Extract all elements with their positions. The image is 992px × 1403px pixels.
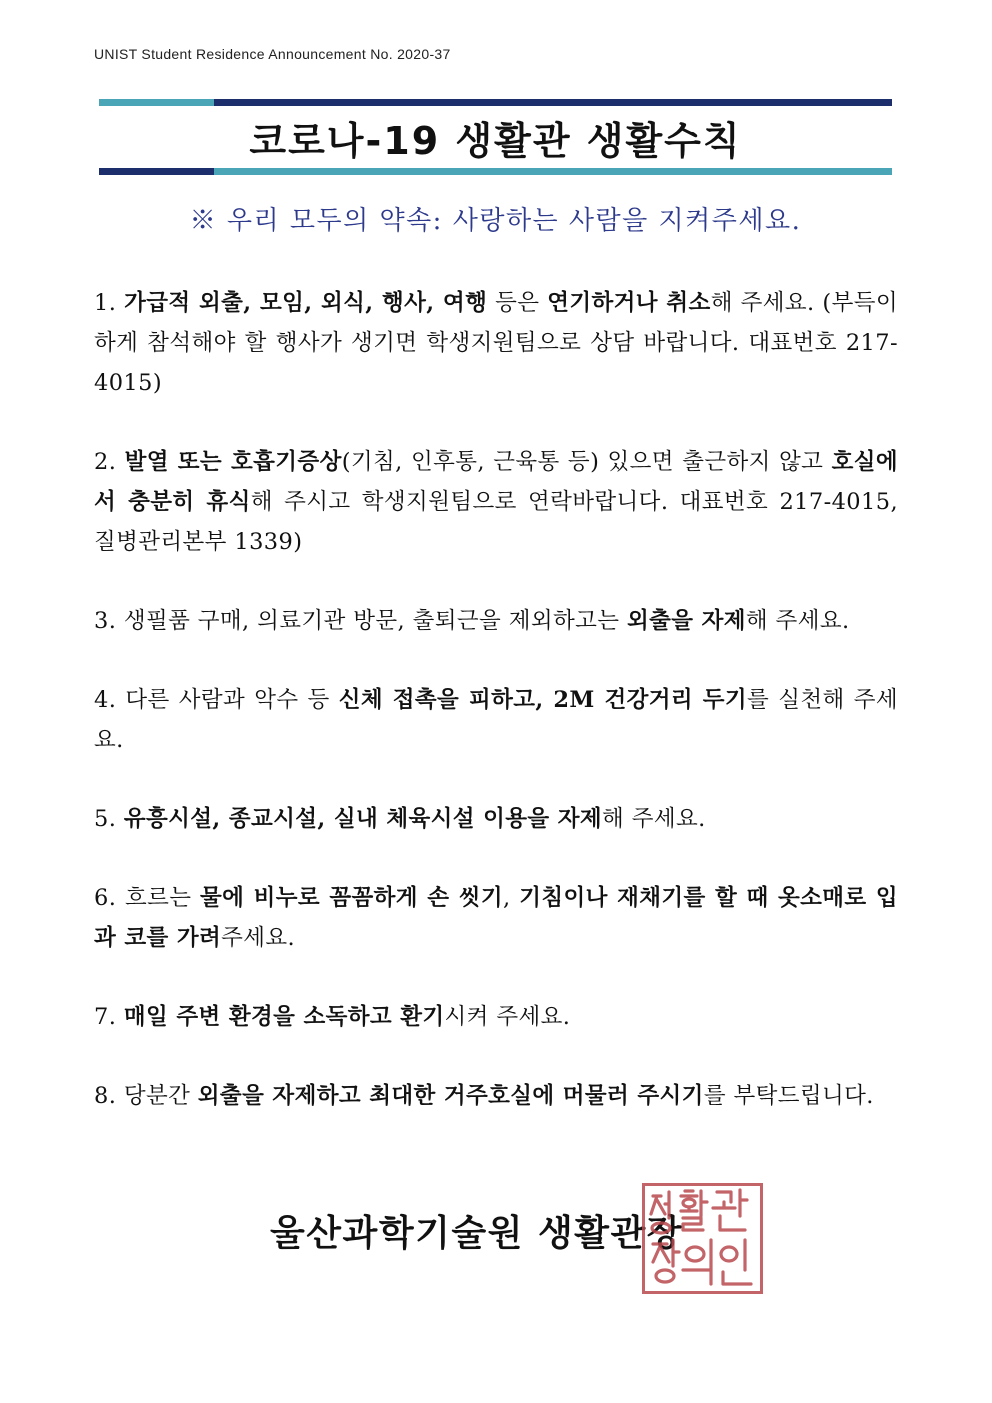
page-title: 코로나-19 생활관 생활수칙 bbox=[249, 119, 742, 163]
rule-number: 7. bbox=[94, 1004, 124, 1030]
rule-text: 해 주시고 학생지원팀으로 연락바랍니다. 대표번호 217-4015, 질병관리본부 1339) bbox=[94, 489, 898, 555]
rule-text: 생필품 구매, 의료기관 방문, 출퇴근을 제외하고는 bbox=[123, 608, 627, 634]
rule-item bbox=[94, 283, 898, 403]
title-top-rule bbox=[99, 99, 892, 106]
signature: 울산과학기술원 생활관장 bbox=[270, 1213, 684, 1254]
rule-item bbox=[94, 997, 898, 1037]
rule-text: 를 부탁드립니다. bbox=[703, 1083, 874, 1109]
rule-text: 다른 사람과 악수 등 bbox=[125, 687, 339, 713]
rule-emphasis: 물에 비누로 꼼꼼하게 손 씻기 bbox=[200, 885, 504, 911]
rule-emphasis: 신체 접촉을 피하고, 2M 건강거리 두기 bbox=[338, 687, 748, 713]
rule-text: 시켜 주세요. bbox=[444, 1004, 571, 1030]
rule-emphasis: 연기하거나 취소 bbox=[547, 290, 711, 316]
rule-text: 등은 bbox=[487, 290, 548, 316]
rule-text: 해 주세요. bbox=[745, 608, 850, 634]
title-bottom-rule bbox=[99, 168, 892, 175]
subtitle: ※ 우리 모두의 약속: 사랑하는 사람을 지켜주세요. bbox=[189, 206, 802, 236]
rule-item bbox=[94, 601, 898, 641]
rule-number: 5. bbox=[94, 806, 124, 832]
rule-text: 를 실천해 주세요. bbox=[94, 687, 898, 753]
rule-number: 4. bbox=[94, 687, 126, 713]
announcement-number: UNIST Student Residence Announcement No. 2020-37 bbox=[94, 46, 451, 62]
rule-emphasis: 유흥시설, 종교시설, 실내 체육시설 이용을 자제 bbox=[123, 806, 603, 832]
rule-number: 3. bbox=[94, 608, 124, 634]
rule-emphasis: 외출을 자제하고 최대한 거주호실에 머물러 주시기 bbox=[197, 1083, 704, 1109]
rule-emphasis: 호실에서 충분히 휴식 bbox=[94, 449, 898, 515]
rules-list bbox=[94, 283, 898, 1155]
rule-text: , bbox=[503, 885, 520, 911]
rule-item bbox=[94, 1076, 898, 1116]
rule-number: 2. bbox=[94, 449, 125, 475]
rule-item bbox=[94, 442, 898, 562]
rule-number: 1. bbox=[94, 290, 125, 316]
rule-item bbox=[94, 799, 898, 839]
rule-emphasis: 가급적 외출, 모임, 외식, 행사, 여행 bbox=[124, 290, 488, 316]
rule-number: 8. bbox=[94, 1083, 124, 1109]
official-seal-stamp bbox=[642, 1183, 763, 1294]
rule-text: 주세요. bbox=[221, 925, 296, 951]
rule-item bbox=[94, 680, 898, 760]
rule-emphasis: 기침이나 재채기를 할 때 옷소매로 입과 코를 가려 bbox=[94, 885, 898, 951]
rule-text: 해 주세요. bbox=[602, 806, 706, 832]
rule-text: 당분간 bbox=[123, 1083, 198, 1109]
rule-text: (기침, 인후통, 근육통 등) 있으면 출근하지 않고 bbox=[341, 449, 832, 475]
rule-text: 흐르는 bbox=[124, 885, 201, 911]
rule-emphasis: 발열 또는 호흡기증상 bbox=[124, 449, 342, 475]
rule-item bbox=[94, 878, 898, 958]
rule-emphasis: 매일 주변 환경을 소독하고 환기 bbox=[123, 1004, 445, 1030]
rule-text: 해 주세요. (부득이하게 참석해야 할 행사가 생기면 학생지원팀으로 상담 바랍니다. 대표번호 217-4015) bbox=[94, 290, 899, 396]
rule-number: 6. bbox=[94, 885, 125, 911]
rule-emphasis: 외출을 자제 bbox=[626, 608, 746, 634]
